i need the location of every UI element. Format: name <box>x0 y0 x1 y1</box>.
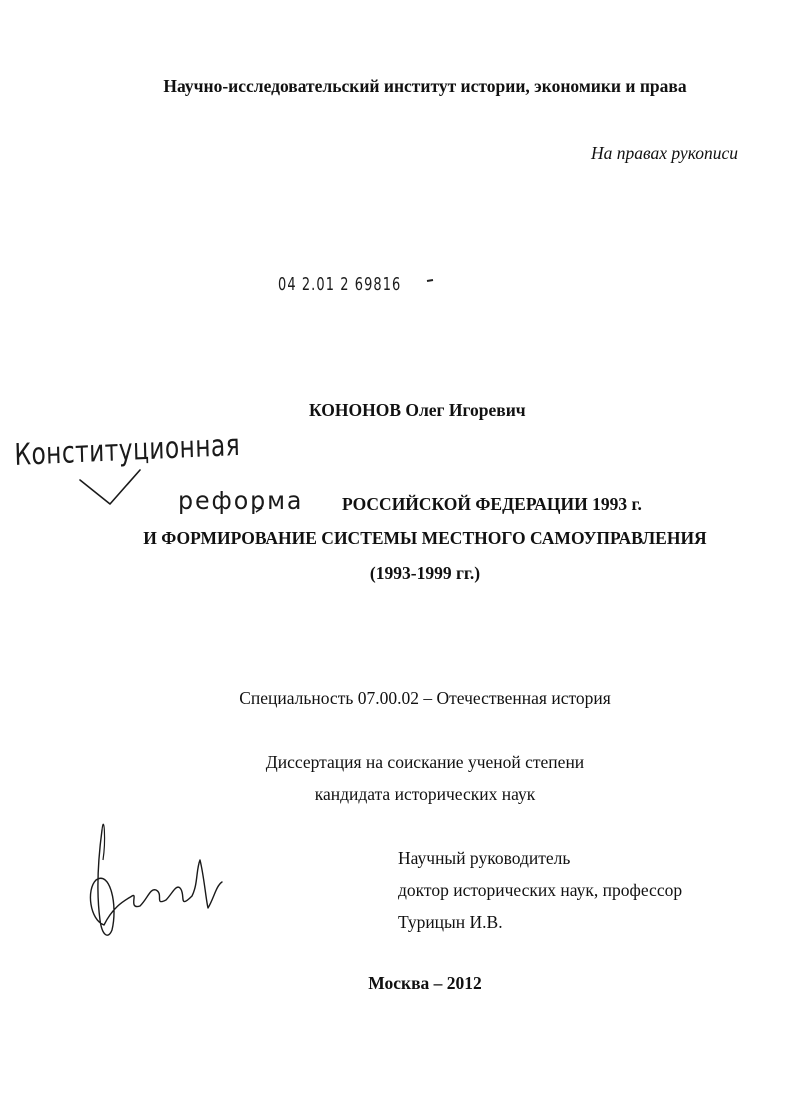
rights-note: На правах рукописи <box>591 143 738 163</box>
title-years: (1993-1999 гг.) <box>369 563 481 583</box>
author-name: КОНОНОВ Олег Игоревич <box>309 400 526 420</box>
dissertation-line-1: Диссертация на соискание ученой степени <box>265 752 585 772</box>
stamp-tick-mark <box>427 280 433 281</box>
insert-caret-icon <box>256 508 262 512</box>
advisor-label: Научный руководитель <box>398 848 571 868</box>
institute-name: Научно-исследовательский институт истории, экономики и права <box>163 76 687 96</box>
check-mark-icon <box>80 470 140 504</box>
title-line-2: И ФОРМИРОВАНИЕ СИСТЕМЫ МЕСТНОГО САМОУПРАВЛЕНИЯ <box>143 528 707 548</box>
city-year: Москва – 2012 <box>368 973 482 993</box>
library-stamp-number: 04 2.01 2 69816 <box>278 274 402 295</box>
advisor-name: Турицын И.В. <box>398 912 503 932</box>
signature-stem-mark <box>102 824 105 860</box>
advisor-degree: доктор исторических наук, профессор <box>398 880 683 900</box>
dissertation-line-2: кандидата исторических наук <box>314 784 536 804</box>
handwritten-correction-1: Конституционная <box>14 427 241 473</box>
specialty: Специальность 07.00.02 – Отечественная история <box>239 688 611 708</box>
title-line-1: РОССИЙСКОЙ ФЕДЕРАЦИИ 1993 г. <box>342 494 642 514</box>
handwritten-correction-2: реформа <box>178 486 304 515</box>
signature-icon <box>90 830 222 935</box>
